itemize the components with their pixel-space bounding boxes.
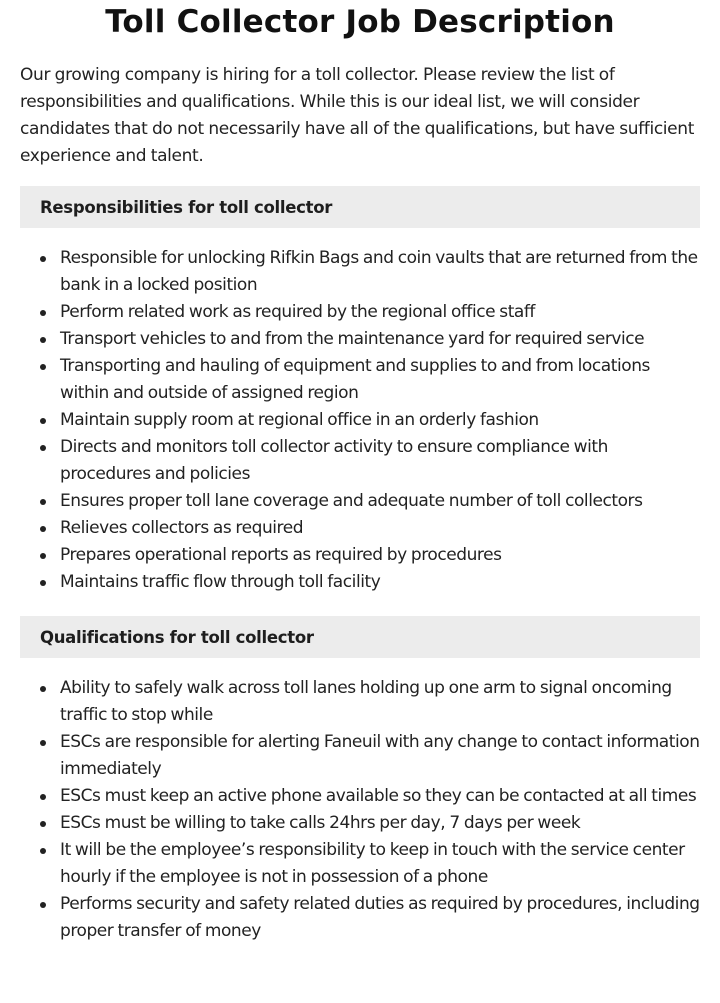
bullet-icon <box>40 499 46 505</box>
list-item-text: Ability to safely walk across toll lanes holding up one arm to signal oncoming traffic to stop while <box>60 678 672 725</box>
list-item-text: Transport vehicles to and from the maintenance yard for required service <box>60 329 645 349</box>
list-item-text: ESCs are responsible for alerting Faneuil with any change to contact information immediately <box>60 732 700 779</box>
bullet-icon <box>40 445 46 451</box>
bullet-icon <box>40 553 46 559</box>
page-title: Toll Collector Job Description <box>105 4 615 40</box>
responsibilities-list <box>20 245 700 596</box>
list-item-text: Transporting and hauling of equipment and supplies to and from locations within and outside of assigned region <box>60 356 650 403</box>
intro-paragraph: Our growing company is hiring for a toll collector. Please review the list of responsibilities and qualifications. While this is our ideal list, we will consider candidates that do not necessarily have all of the qualifications, but have sufficient experience and talent. <box>20 65 695 166</box>
list-item-text: Maintains traffic flow through toll facility <box>60 572 381 592</box>
list-item <box>20 569 700 596</box>
list-item-text: Maintain supply room at regional office in an orderly fashion <box>60 410 539 430</box>
list-item <box>20 407 700 434</box>
list-item <box>20 729 700 783</box>
bullet-icon <box>40 580 46 586</box>
list-item <box>20 299 700 326</box>
list-item <box>20 783 700 810</box>
list-item <box>20 353 700 407</box>
responsibilities-heading-label: Responsibilities for toll collector <box>40 197 333 217</box>
list-item <box>20 891 700 945</box>
bullet-icon <box>40 364 46 370</box>
bullet-icon <box>40 256 46 262</box>
list-item <box>20 675 700 729</box>
list-item <box>20 245 700 299</box>
bullet-icon <box>40 848 46 854</box>
qualifications-list <box>20 675 700 945</box>
list-item <box>20 434 700 488</box>
bullet-icon <box>40 310 46 316</box>
bullet-icon <box>40 686 46 692</box>
bullet-icon <box>40 740 46 746</box>
qualifications-heading-label: Qualifications for toll collector <box>40 627 314 647</box>
list-item-text: ESCs must be willing to take calls 24hrs per day, 7 days per week <box>60 813 581 833</box>
list-item-text: Perform related work as required by the regional office staff <box>60 302 535 322</box>
list-item-text: Directs and monitors toll collector activity to ensure compliance with procedures and policies <box>60 437 608 484</box>
list-item-text: Prepares operational reports as required by procedures <box>60 545 502 565</box>
list-item <box>20 515 700 542</box>
qualifications-heading <box>20 616 700 658</box>
bullet-icon <box>40 337 46 343</box>
list-item-text: ESCs must keep an active phone available so they can be contacted at all times <box>60 786 697 806</box>
list-item <box>20 837 700 891</box>
list-item <box>20 488 700 515</box>
list-item-text: It will be the employee’s responsibility to keep in touch with the service center hourly if the employee is not in possession of a phone <box>60 840 685 887</box>
bullet-icon <box>40 902 46 908</box>
list-item-text: Ensures proper toll lane coverage and adequate number of toll collectors <box>60 491 643 511</box>
bullet-icon <box>40 794 46 800</box>
list-item <box>20 542 700 569</box>
list-item <box>20 810 700 837</box>
bullet-icon <box>40 526 46 532</box>
bullet-icon <box>40 418 46 424</box>
bullet-icon <box>40 821 46 827</box>
list-item-text: Responsible for unlocking Rifkin Bags and coin vaults that are returned from the bank in a locked position <box>60 248 698 295</box>
responsibilities-heading <box>20 186 700 228</box>
list-item <box>20 326 700 353</box>
list-item-text: Relieves collectors as required <box>60 518 304 538</box>
list-item-text: Performs security and safety related duties as required by procedures, including proper transfer of money <box>60 894 700 941</box>
